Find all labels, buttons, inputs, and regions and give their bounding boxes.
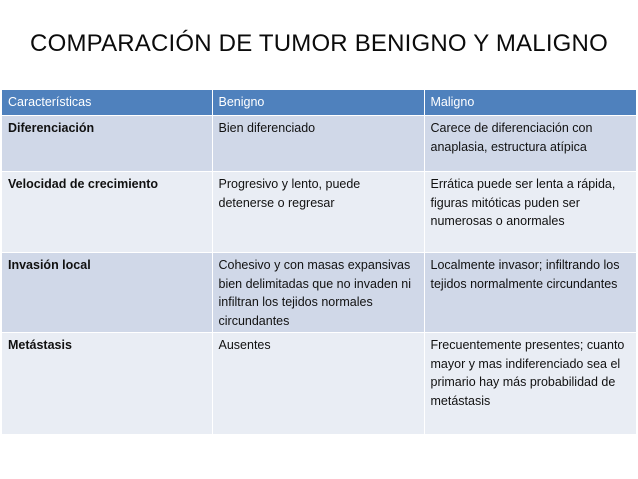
benign-cell: Progresivo y lento, puede detenerse o regresar [212, 172, 424, 253]
column-header-benign: Benigno [212, 90, 424, 116]
page-title: COMPARACIÓN DE TUMOR BENIGNO Y MALIGNO [30, 30, 608, 57]
benign-cell: Ausentes [212, 333, 424, 434]
benign-cell: Cohesivo y con masas expansivas bien delimitadas que no invaden ni infiltran los tejidos normales circundantes [212, 253, 424, 333]
row-feature-cell: Velocidad de crecimiento [2, 172, 212, 253]
row-feature-cell: Diferenciación [2, 116, 212, 172]
malignant-cell: Localmente invasor; infiltrando los tejidos normalmente circundantes [424, 253, 636, 333]
table-header-row [2, 90, 636, 116]
malignant-cell: Errática puede ser lenta a rápida, figuras mitóticas puden ser numerosas o anormales [424, 172, 636, 253]
comparison-table [2, 90, 636, 434]
column-header-characteristics: Características [2, 90, 212, 116]
malignant-cell: Frecuentemente presentes; cuanto mayor y mas indiferenciado sea el primario hay más probabilidad de metástasis [424, 333, 636, 434]
table-row [2, 116, 636, 172]
malignant-cell: Carece de diferenciación con anaplasia, estructura atípica [424, 116, 636, 172]
table-row [2, 172, 636, 253]
column-header-malignant: Maligno [424, 90, 636, 116]
row-feature-cell: Metástasis [2, 333, 212, 434]
row-feature-cell: Invasión local [2, 253, 212, 333]
table-row [2, 333, 636, 434]
benign-cell: Bien diferenciado [212, 116, 424, 172]
table-row [2, 253, 636, 333]
